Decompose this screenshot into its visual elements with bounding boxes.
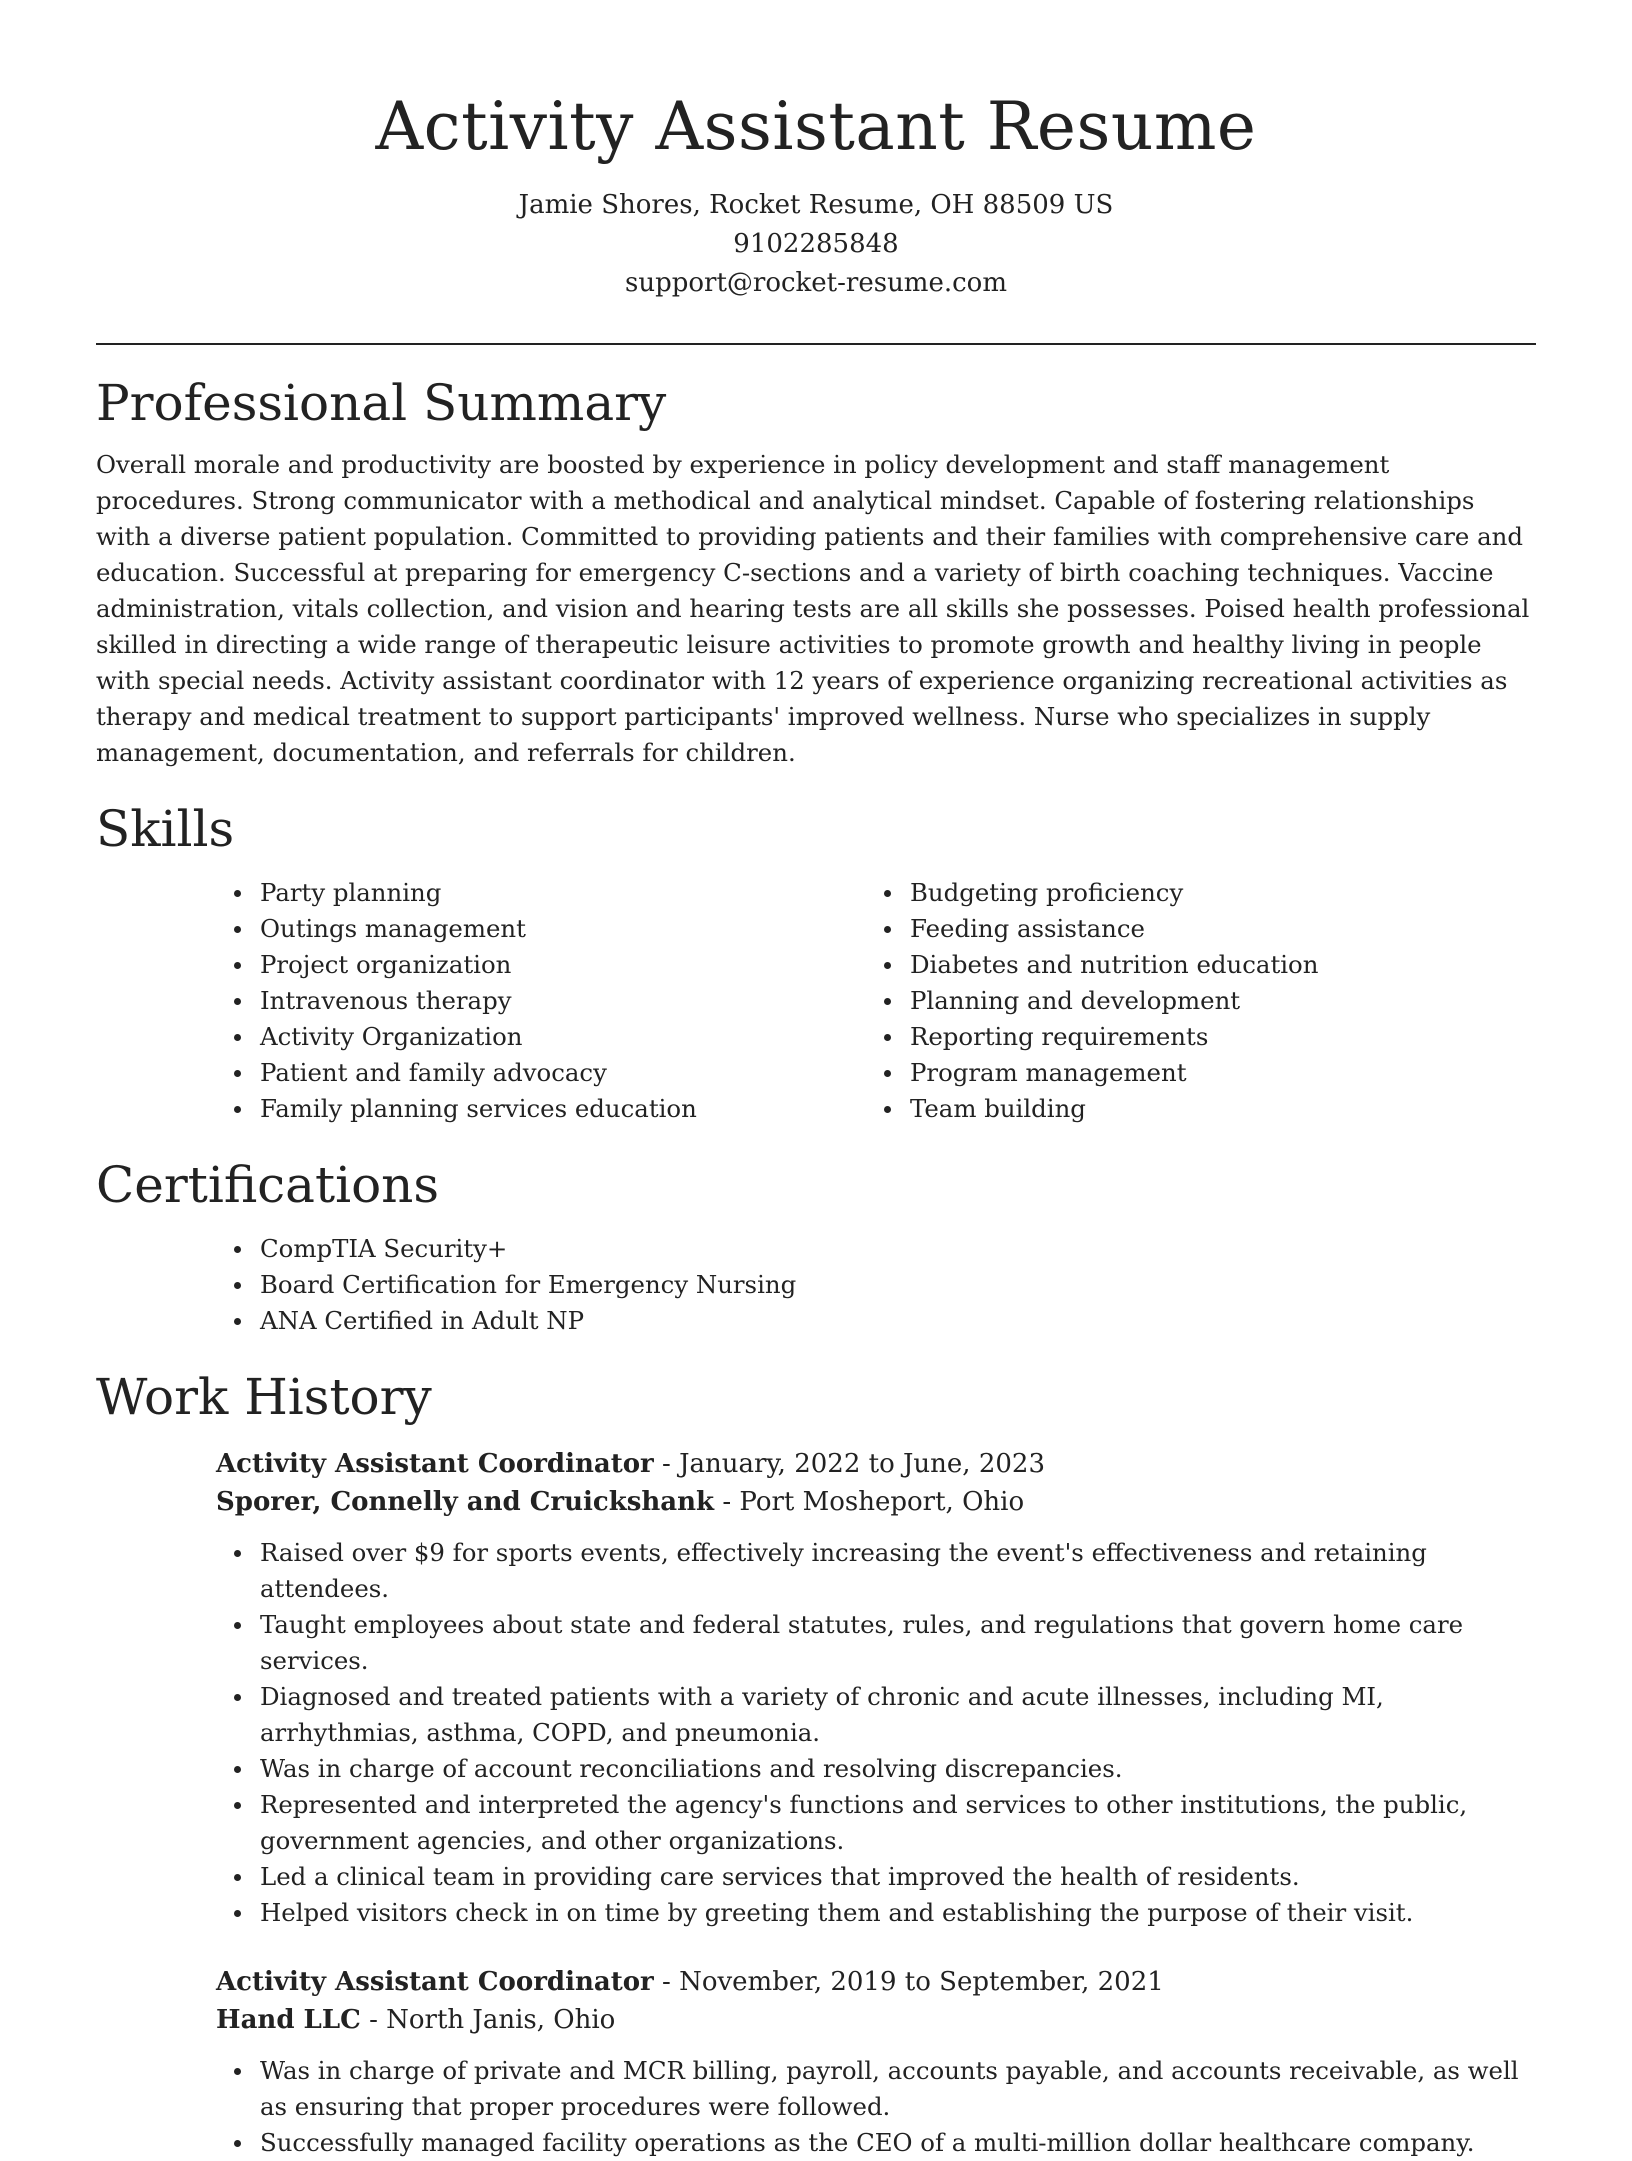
job-bullet: Raised over $9 for sports events, effectively increasing the event's effectiveness and retaining attendees. [216, 1535, 1536, 1607]
skill-item: Diabetes and nutrition education [866, 947, 1516, 983]
job-bullet: Helped visitors check in on time by greeting them and establishing the purpose of their visit. [216, 1895, 1536, 1931]
contact-phone: 9102285848 [733, 229, 899, 259]
skill-item: Patient and family advocacy [216, 1055, 866, 1091]
contact-block [96, 186, 1536, 303]
skill-item: Program management [866, 1055, 1516, 1091]
skill-item: Feeding assistance [866, 911, 1516, 947]
skill-item: Planning and development [866, 983, 1516, 1019]
job-entry [216, 1445, 1536, 1931]
job-entry [216, 1963, 1536, 2161]
job-dates: - January, 2022 to June, 2023 [653, 1449, 1045, 1479]
job-company-line [216, 1483, 1536, 1521]
job-location: - Port Mosheport, Ohio [714, 1487, 1025, 1517]
job-bullet: Was in charge of private and MCR billing, payroll, accounts payable, and accounts receivable, as well as ensuring that proper procedures were followed. [216, 2053, 1536, 2125]
resume-page [96, 0, 1536, 2161]
skill-item: Intravenous therapy [216, 983, 866, 1019]
certification-item: CompTIA Security+ [216, 1231, 1536, 1267]
skill-item: Budgeting proficiency [866, 875, 1516, 911]
job-title: Activity Assistant Coordinator [216, 1967, 654, 1997]
job-company: Hand LLC [216, 2005, 361, 2035]
job-title-line [216, 1963, 1536, 2001]
job-bullet: Successfully managed facility operations as the CEO of a multi-million dollar healthcare company. [216, 2125, 1536, 2161]
job-bullet: Was in charge of account reconciliations and resolving discrepancies. [216, 1751, 1536, 1787]
certification-item: Board Certification for Emergency Nursing [216, 1267, 1536, 1303]
resume-title: Activity Assistant Resume [375, 88, 1257, 165]
certifications-section [96, 1153, 1536, 1339]
certifications-list [216, 1231, 1536, 1339]
job-bullet-list [216, 1535, 1536, 1931]
skill-item: Team building [866, 1091, 1516, 1127]
job-title: Activity Assistant Coordinator [216, 1449, 654, 1479]
job-company: Sporer, Connelly and Cruickshank [216, 1487, 715, 1517]
job-bullet: Diagnosed and treated patients with a variety of chronic and acute illnesses, including MI, arrhythmias, asthma, COPD, and pneumonia. [216, 1679, 1536, 1751]
skills-list-left [216, 875, 866, 1127]
job-dates: - November, 2019 to September, 2021 [653, 1967, 1164, 1997]
skills-list-right [866, 875, 1516, 1127]
contact-email: support@rocket-resume.com [624, 268, 1007, 298]
contact-address: Jamie Shores, Rocket Resume, OH 88509 US [518, 190, 1114, 220]
job-bullet: Taught employees about state and federal statutes, rules, and regulations that govern home care services. [216, 1607, 1536, 1679]
skill-item: Activity Organization [216, 1019, 866, 1055]
work-history-heading: Work History [96, 1368, 432, 1426]
summary-heading: Professional Summary [96, 374, 667, 432]
skills-heading: Skills [96, 800, 235, 858]
job-location: - North Janis, Ohio [360, 2005, 616, 2035]
skills-section [96, 797, 1536, 1127]
job-title-line [216, 1445, 1536, 1483]
header-divider [96, 343, 1536, 345]
certification-item: ANA Certified in Adult NP [216, 1303, 1536, 1339]
skill-item: Reporting requirements [866, 1019, 1516, 1055]
skill-item: Project organization [216, 947, 866, 983]
job-bullet-list [216, 2053, 1536, 2161]
summary-section [96, 371, 1536, 771]
skill-item: Party planning [216, 875, 866, 911]
certifications-heading: Certifications [96, 1156, 440, 1214]
work-history-section [96, 1365, 1536, 2161]
skill-item: Family planning services education [216, 1091, 866, 1127]
job-company-line [216, 2001, 1536, 2039]
job-bullet: Represented and interpreted the agency's functions and services to other institutions, the public, government agencies, and other organizations. [216, 1787, 1536, 1859]
summary-text: Overall morale and productivity are boosted by experience in policy development and staff management procedures. Strong communicator with a methodical and analytical mindset. Capable of fostering relationships with a diverse patient population. Committed to providing patients and their families with comprehensive care and education. Successful at preparing for emergency C-sections and a variety of birth coaching techniques. Vaccine administration, vitals collection, and vision and hearing tests are all skills she possesses. Poised health professional skilled in directing a wide range of therapeutic leisure activities to promote growth and healthy living in people with special needs. Activity assistant coordinator with 12 years of experience organizing recreational activities as therapy and medical treatment to support participants' improved wellness. Nurse who specializes in supply management, documentation, and referrals for children. [96, 450, 1530, 767]
job-bullet: Led a clinical team in providing care services that improved the health of residents. [216, 1859, 1536, 1895]
skill-item: Outings management [216, 911, 866, 947]
skills-grid [216, 875, 1536, 1127]
